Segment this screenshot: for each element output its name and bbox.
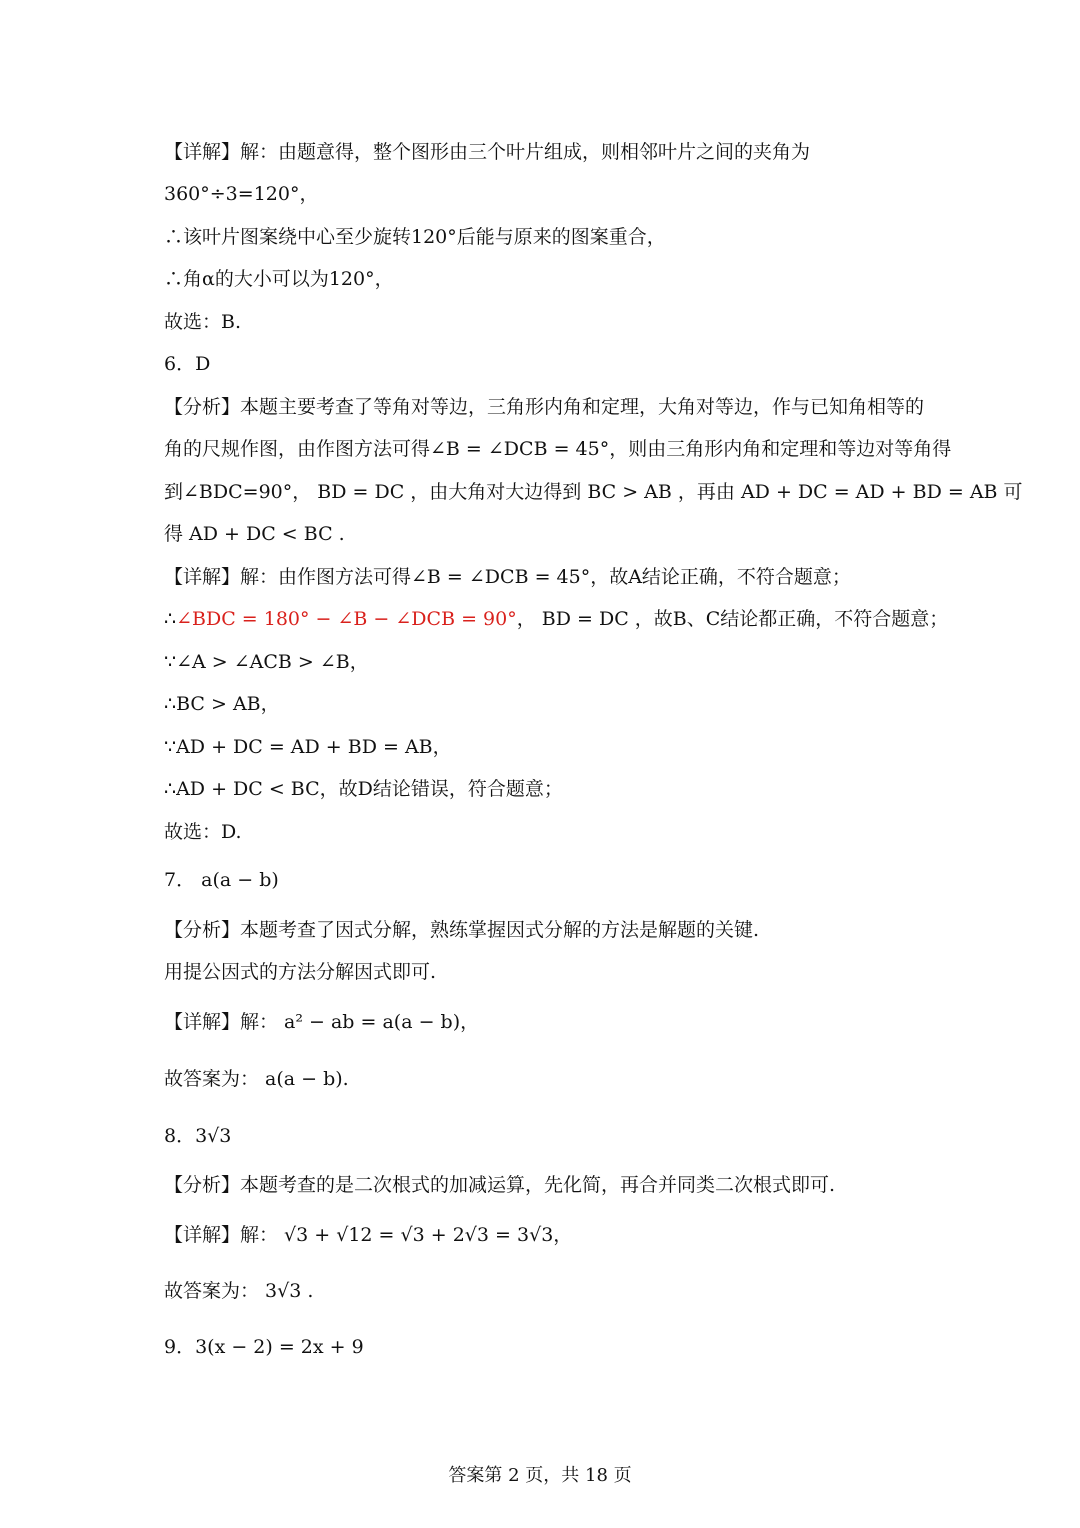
text-line: 用提公因式的方法分解因式即可. bbox=[164, 961, 437, 983]
text-line: 故答案为： a(a − b). bbox=[164, 1068, 349, 1090]
text-line: 【详解】解： √3 + √12 = √3 + 2√3 = 3√3， bbox=[164, 1224, 573, 1246]
text-line: 【分析】本题考查的是二次根式的加减运算，先化简，再合并同类二次根式即可. bbox=[164, 1174, 836, 1196]
text-line: 角的尺规作图，由作图方法可得∠B = ∠DCB = 45°，则由三角形内角和定理和等边对等角得 bbox=[164, 438, 952, 460]
text-line: 【分析】本题考查了因式分解，熟练掌握因式分解的方法是解题的关键. bbox=[164, 919, 760, 941]
question-number: 8．3√3 bbox=[164, 1125, 232, 1147]
question-number: 9．3(x − 2) = 2x + 9 bbox=[164, 1336, 364, 1358]
text-line: 【详解】解：由作图方法可得∠B = ∠DCB = 45°，故A结论正确，不符合题意； bbox=[164, 566, 851, 588]
text-line-with-highlight bbox=[164, 605, 949, 633]
text-line: 【详解】解：由题意得，整个图形由三个叶片组成，则相邻叶片之间的夹角为 bbox=[164, 141, 811, 163]
text-line: ∴BC > AB， bbox=[164, 693, 280, 715]
text-line: ∴该叶片图案绕中心至少旋转120°后能与原来的图案重合， bbox=[164, 226, 666, 248]
text-line: 到∠BDC=90°， BD = DC ，由大角对大边得到 BC > AB ，再由 AD + DC = AD + BD = AB 可 bbox=[164, 481, 1023, 503]
text-line: 故答案为： 3√3 . bbox=[164, 1280, 314, 1302]
text-line: 【分析】本题主要考查了等角对等边，三角形内角和定理，大角对等边，作与已知角相等的 bbox=[164, 396, 925, 418]
text-line: 故选：B. bbox=[164, 311, 242, 333]
therefore-symbol: ∴ bbox=[164, 608, 177, 630]
question-number: 7． a(a − b) bbox=[164, 869, 279, 891]
highlighted-formula: ∠BDC = 180° − ∠B − ∠DCB = 90° bbox=[176, 608, 517, 630]
text-line: 360°÷3=120°， bbox=[164, 183, 319, 205]
text-line: ∵AD + DC = AD + BD = AB， bbox=[164, 736, 452, 758]
text-line: 得 AD + DC < BC . bbox=[164, 523, 345, 545]
text-line: ∴AD + DC < BC，故D结论错误，符合题意； bbox=[164, 778, 563, 800]
page-footer: 答案第 2 页，共 18 页 bbox=[448, 1465, 632, 1486]
text-line: 故选：D. bbox=[164, 821, 242, 843]
text-tail: ， BD = DC ，故B、C结论都正确，不符合题意； bbox=[516, 608, 949, 630]
text-line: 【详解】解： a² − ab = a(a − b)， bbox=[164, 1011, 480, 1033]
text-line: ∵∠A > ∠ACB > ∠B， bbox=[164, 651, 369, 673]
text-line: ∴角α的大小可以为120°， bbox=[164, 268, 394, 290]
question-number: 6．D bbox=[164, 353, 211, 375]
